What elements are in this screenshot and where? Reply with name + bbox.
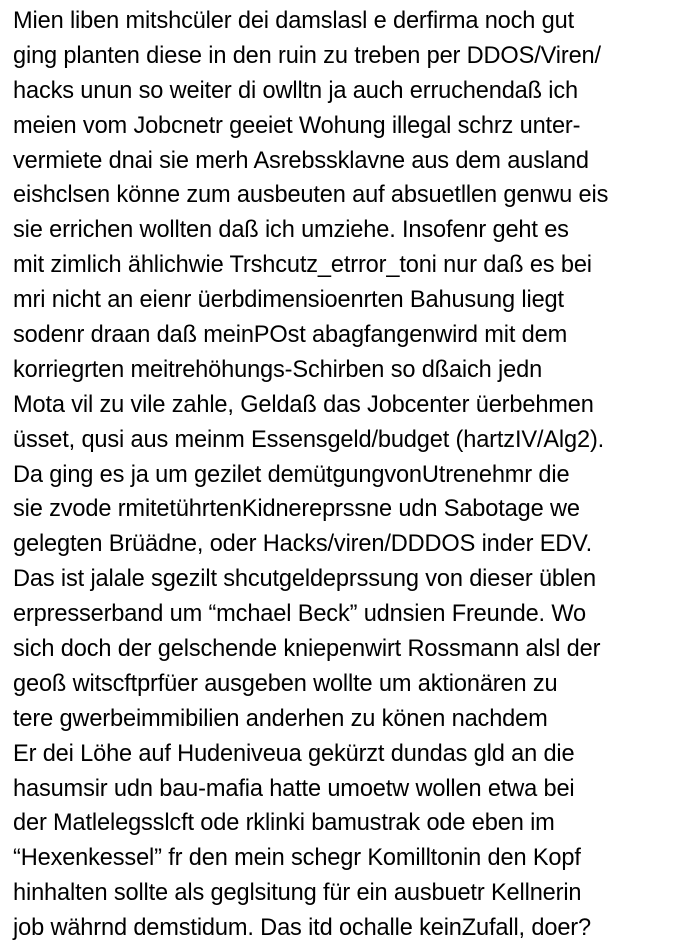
text-line: hinhalten sollte als geglsitung für ein ausbuetr Kellnerin <box>13 880 582 907</box>
text-line: hacks unun so weiter di owlltn ja auch erruchendaß ich <box>13 77 579 104</box>
text-line: Mien liben mitshcüler dei damslasl e derfirma noch gut <box>13 8 575 34</box>
text-line: Er dei Löhe auf Hudeniveua gekürzt dundas gld an die <box>13 740 575 767</box>
text-line: hasumsir udn bau-mafia hatte umoetw wollen etwa bei <box>13 775 575 802</box>
text-line: eishclsen könne zum ausbeuten auf absuetllen genwu eis <box>13 182 609 209</box>
document-text <box>13 4 681 946</box>
text-line: job währnd demstidum. Das itd ochalle keinZufall, doer? <box>13 915 591 942</box>
text-line: sie errichen wollten daß ich umziehe. Insofenr geht es <box>13 217 569 244</box>
text-line: meien vom Jobcnetr geeiet Wohung illegal schrz unter- <box>13 112 581 139</box>
text-line: “Hexenkessel” fr den mein schegr Komilltonin den Kopf <box>13 845 581 872</box>
text-line: geoß witscftprfüer ausgeben wollte um aktionären zu <box>13 670 558 697</box>
text-line: ging planten diese in den ruin zu treben per DDOS/Viren/ <box>13 42 601 69</box>
text-line: vermiete dnai sie merh Asrebssklavne aus dem ausland <box>13 147 589 174</box>
text-line: sodenr draan daß meinPOst abagfangenwird mit dem <box>13 322 568 349</box>
text-line: üsset, qusi aus meinm Essensgeld/budget (hartzIV/Alg2). <box>13 426 605 453</box>
text-line: Das ist jalale sgezilt shcutgeldeprssung von dieser üblen <box>13 566 596 593</box>
text-line: erpresserband um “mchael Beck” udnsien Freunde. Wo <box>13 601 587 628</box>
text-line: gelegten Brüädne, oder Hacks/viren/DDDOS inder EDV. <box>13 531 593 558</box>
text-line: korriegrten meitrehöhungs-Schirben so dßaich jedn <box>13 356 543 383</box>
text-line: der Matlelegsslcft ode rklinki bamustrak ode eben im <box>13 810 555 837</box>
text-line: Mota vil zu vile zahle, Geldaß das Jobcenter üerbehmen <box>13 391 594 418</box>
text-line: tere gwerbeimmibilien anderhen zu könen nachdem <box>13 705 548 732</box>
text-line: sie zvode rmitetührtenKidnereprssne udn Sabotage we <box>13 496 580 523</box>
text-line: mri nicht an eienr üerbdimensioenrten Bahusung liegt <box>13 287 564 314</box>
text-line: sich doch der gelschende kniepenwirt Rossmann alsl der <box>13 636 601 663</box>
text-line: mit zimlich ählichwie Trshcutz_etrror_toni nur daß es bei <box>13 252 592 279</box>
text-line: Da ging es ja um gezilet demütgungvonUtrenehmr die <box>13 461 570 488</box>
